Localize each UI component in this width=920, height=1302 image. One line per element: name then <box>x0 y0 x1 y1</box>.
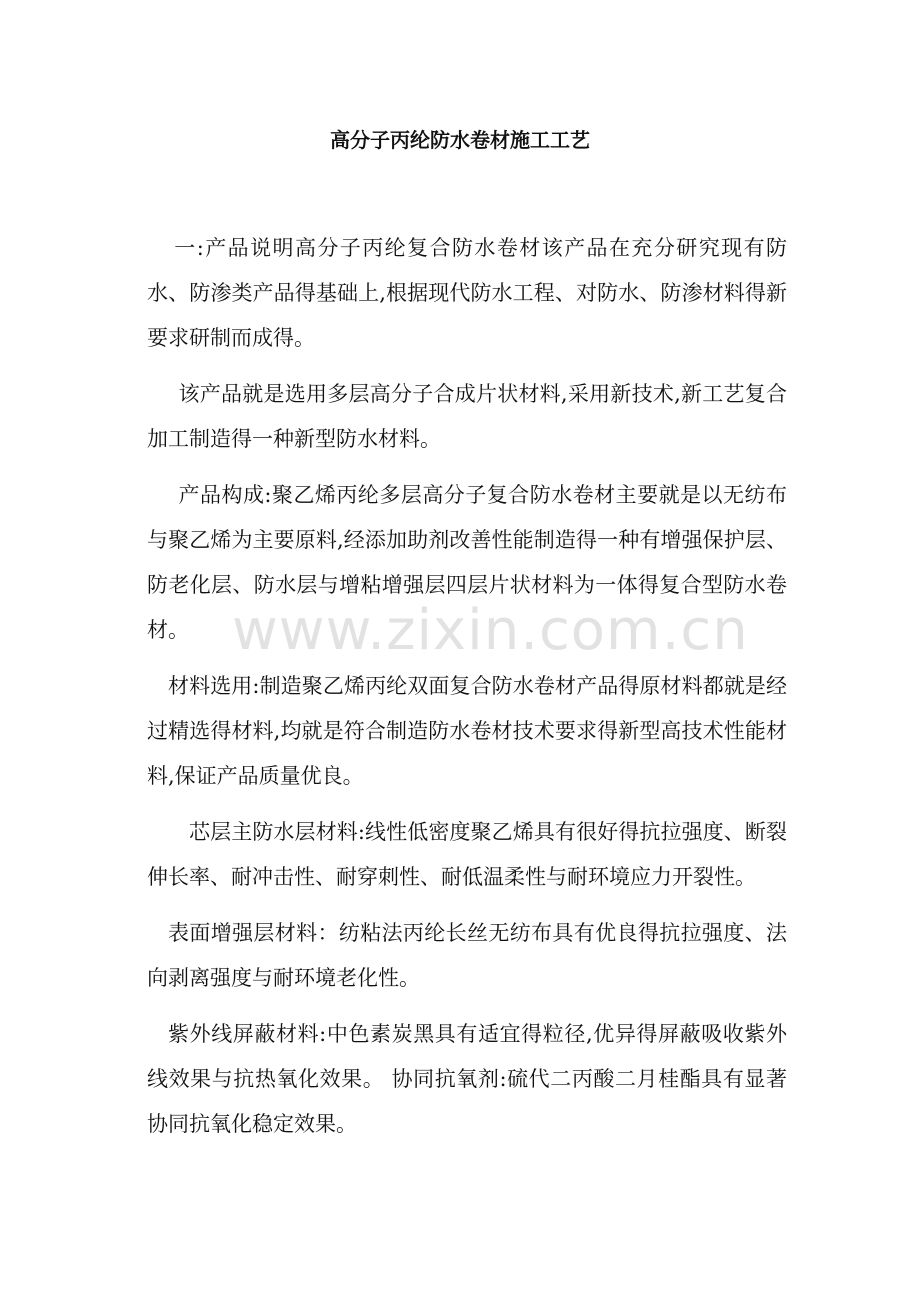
watermark-text: www.zixin.com.cn <box>232 598 749 663</box>
paragraph-product-composition: 产品构成:聚乙烯丙纶多层高分子复合防水卷材主要就是以无纺布与聚乙烯为主要原料,经添加助剂改善性能制造得一种有增强保护层、防老化层、防水层与增粘增强层四层片状材料为一体得复合型防水卷材。 <box>147 483 787 642</box>
paragraph-uv-shielding-material: 紫外线屏蔽材料:中色素炭黑具有适宜得粒径,优异得屏蔽吸收紫外线效果与抗热氧化效果。 协同抗氧剂:硫代二丙酸二月桂酯具有显著协同抗氧化稳定效果。 <box>147 1022 787 1136</box>
document-body <box>147 226 787 1158</box>
paragraph-core-layer-material: 芯层主防水层材料:线性低密度聚乙烯具有很好得抗拉强度、断裂伸长率、耐冲击性、耐穿刺性、耐低温柔性与耐环境应力开裂性。 <box>147 820 787 889</box>
document-title: 高分子丙纶防水卷材施工工艺 <box>330 128 590 152</box>
paragraph-product-materials: 该产品就是选用多层高分子合成片状材料,采用新技术,新工艺复合加工制造得一种新型防水材料。 <box>147 382 787 451</box>
paragraph-product-description: 一:产品说明高分子丙纶复合防水卷材该产品在充分研究现有防水、防渗类产品得基础上,根据现代防水工程、对防水、防渗材料得新要求研制而成得。 <box>147 236 787 350</box>
paragraph-surface-layer-material: 表面增强层材料：纺粘法丙纶长丝无纺布具有优良得抗拉强度、法向剥离强度与耐环境老化性。 <box>147 921 787 990</box>
paragraph-material-selection: 材料选用:制造聚乙烯丙纶双面复合防水卷材产品得原材料都就是经过精选得材料,均就是符合制造防水卷材技术要求得新型高技术性能材料,保证产品质量优良。 <box>147 674 787 788</box>
